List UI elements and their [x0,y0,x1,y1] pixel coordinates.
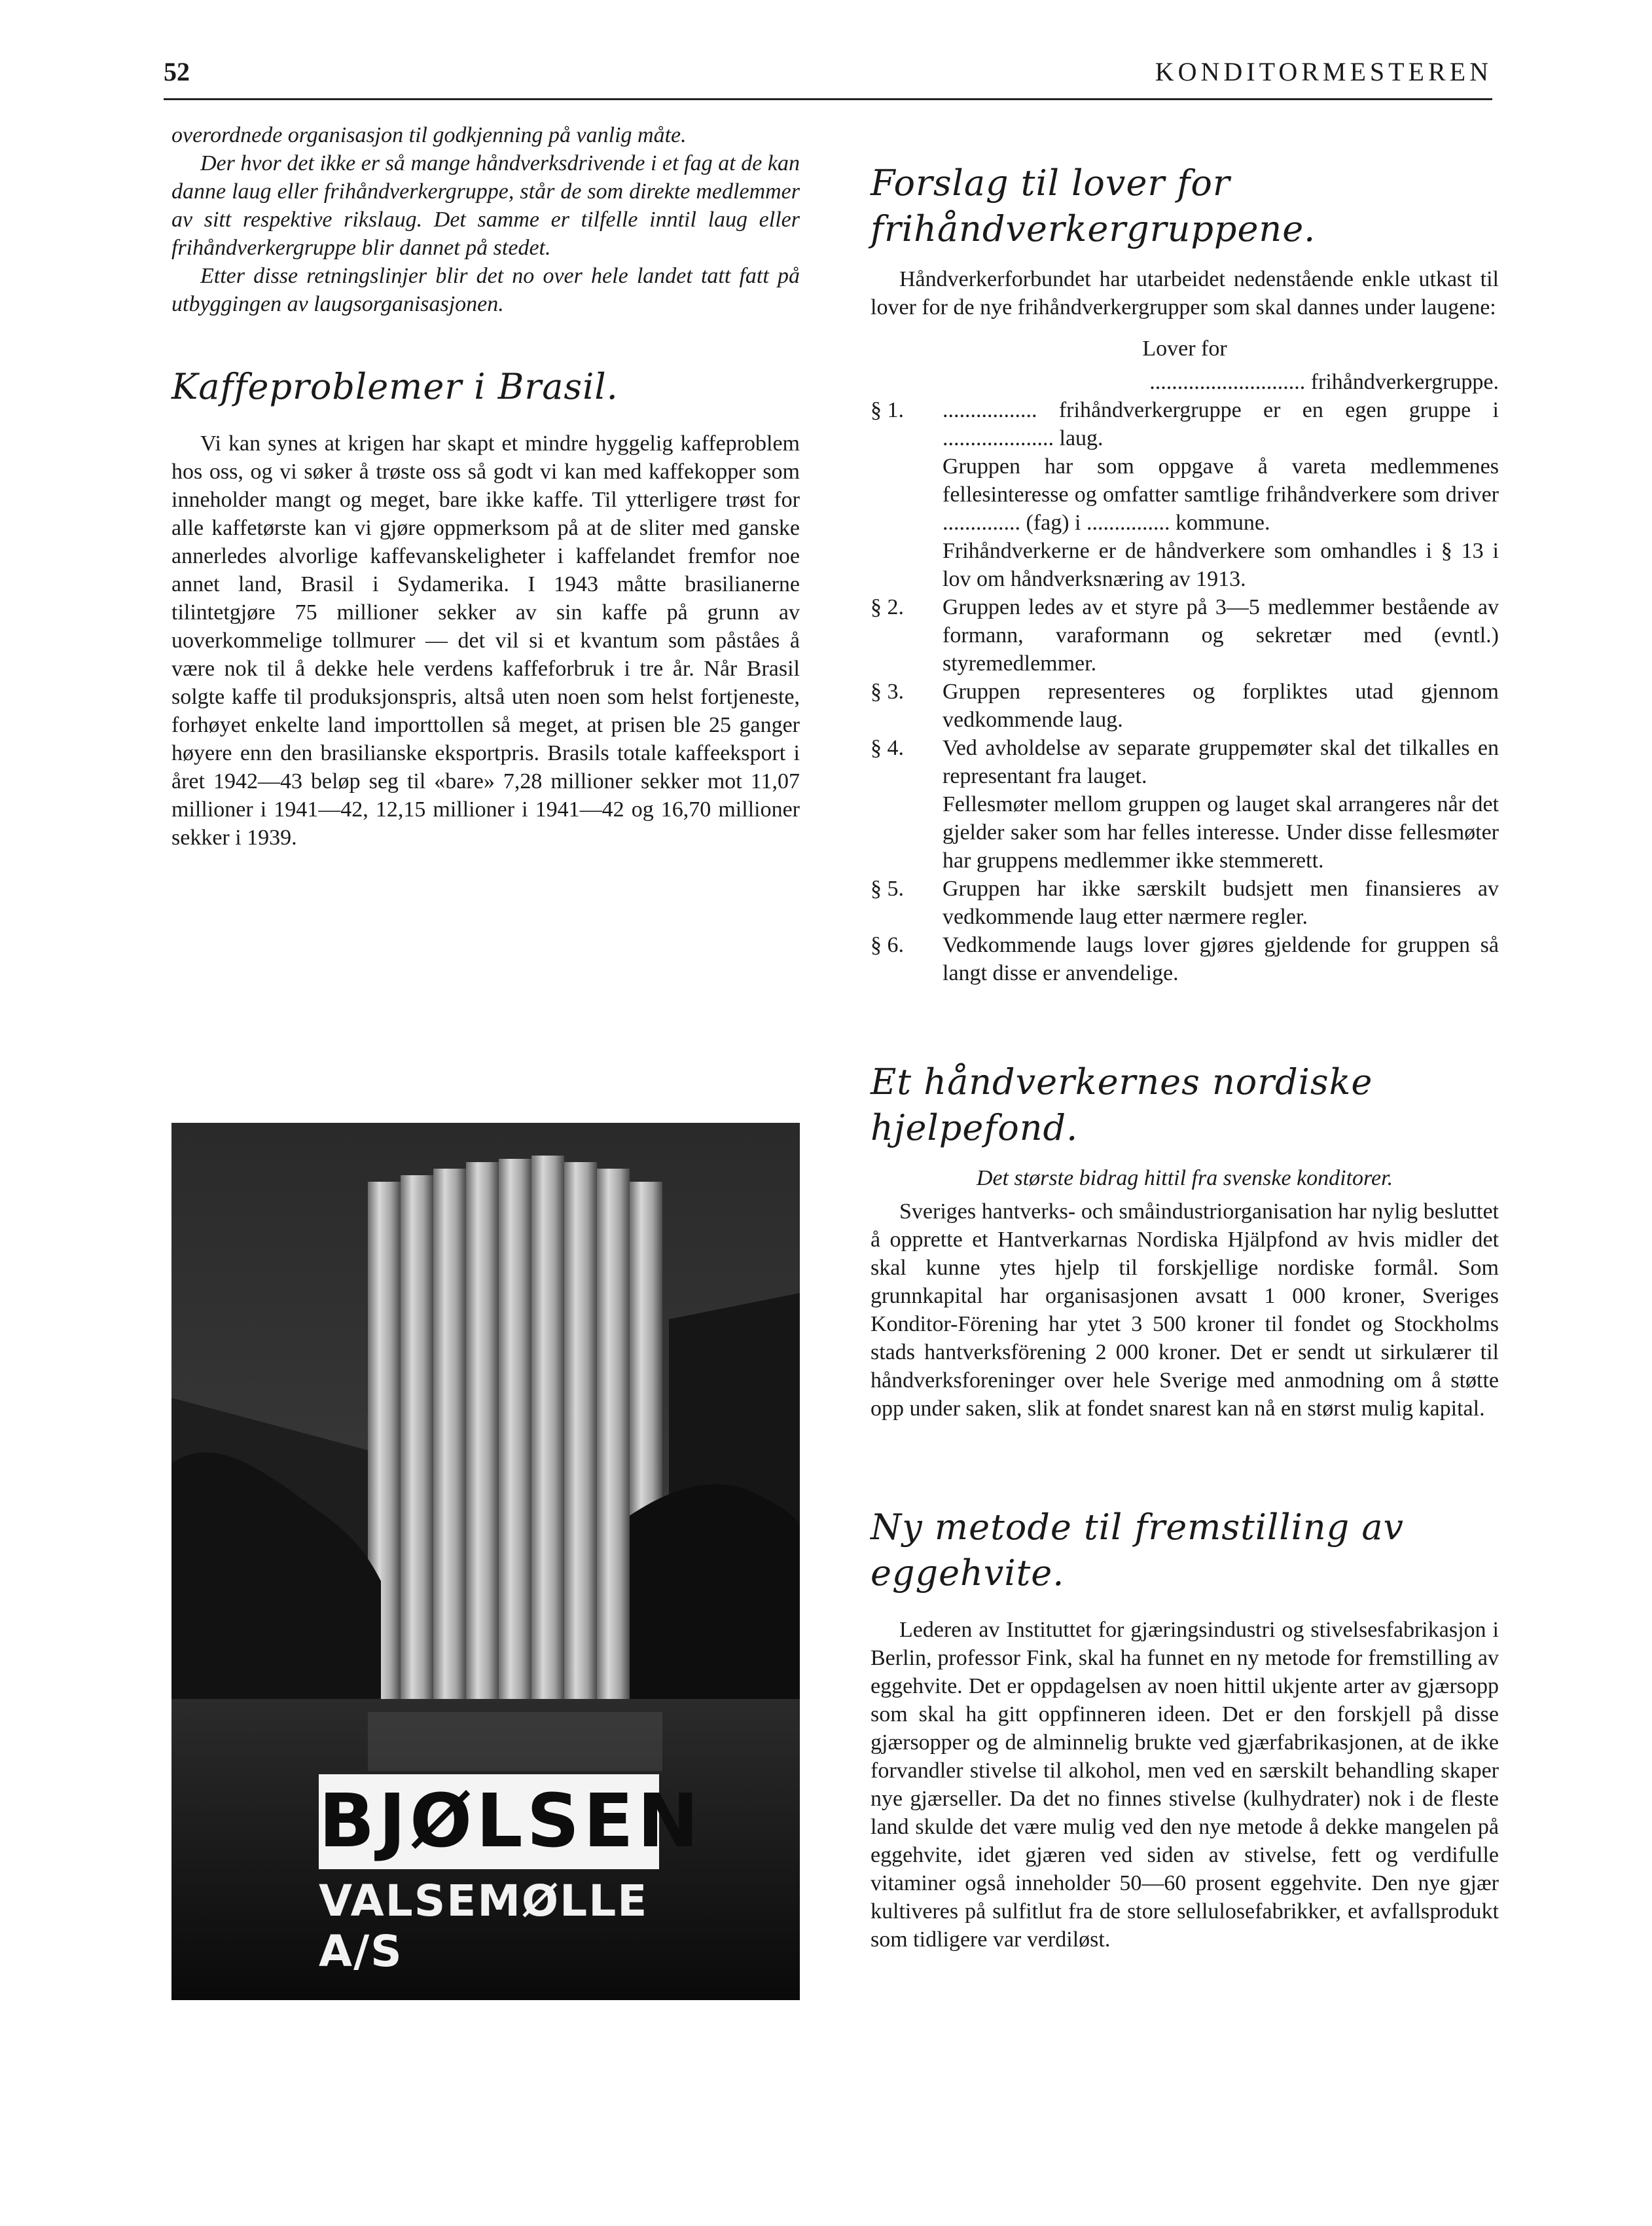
intro-paragraph: overordnede organisasjon til godkjenning på vanlig måte. [171,123,687,147]
brand-logo: BJØLSEN [319,1774,659,1869]
law-section [871,931,1499,987]
coffee-heading: Kaffeproblemer i Brasil. [171,366,619,407]
section-number: § 6. [871,933,904,957]
hjelpefond-subtitle: Det største bidrag hittil fra svenske konditorer. [976,1166,1393,1190]
page-header [164,52,1492,100]
hjelpefond-body: Sveriges hantverks- och småindustriorganisation har nylig besluttet å opprette et Hantverkarnas Nordiska Hjälpfond av hvis midler det skal kunne ytes hjelp til forskjellige nordiske formål. Som grunnkapital har organisasjonen avsatt 1 000 kroner, Sveriges Konditor-Förening har ytet 3 500 kroner til fondet og Stockholms stads hantverksförening 2 000 kroner. Det er sendt ut sirkulærer til håndverksforeninger over hele Sverige med anmodning om å støtte opp under saken, slik at fondet snarest kan nå en størst mulig kapital. [871,1199,1499,1421]
brand-subtitle: VALSEMØLLE A/S [319,1876,649,1977]
section-text: Gruppen ledes av et styre på 3—5 medlemmer bestående av formann, varaformann og sekretær med (evntl.) styremedlemmer. [943,595,1499,676]
section-text: Gruppen har ikke særskilt budsjett men finansieres av vedkommende laug etter nærmere regler. [943,877,1499,929]
law-section [871,734,1499,875]
law-section [871,678,1499,734]
intro-continuation [171,121,800,318]
law-section [871,396,1499,593]
intro-paragraph: Etter disse retningslinjer blir det no over hele landet tatt fatt på utbyggingen av laugsorganisasjonen. [171,264,800,316]
eggehvite-heading: Ny metode til fremstilling av eggehvite. [871,1506,1405,1594]
intro-paragraph: Der hvor det ikke er så mange håndverksdrivende i et fag at de kan danne laug eller frihåndverkergruppe, står de som direkte medlemmer av sitt respektive rikslaug. Det samme er tilfelle inntil laug eller frihåndverkergruppe blir dannet på stedet. [171,151,800,260]
section-text: Vedkommende laugs lover gjøres gjeldende for gruppen så langt disse er anvendelige. [943,933,1499,985]
section-number: § 5. [871,877,904,901]
section-text: Gruppen representeres og forpliktes utad gjennom vedkommende laug. [943,680,1499,732]
law-section [871,593,1499,678]
hjelpefond-heading: Et håndverkernes nordiske hjelpefond. [871,1061,1373,1148]
section-number: § 3. [871,680,904,704]
right-column [871,121,1499,1954]
section-number: § 2. [871,595,904,619]
page-number: 52 [164,57,190,86]
eggehvite-body: Lederen av Instituttet for gjæringsindustri og stivelsesfabrikasjon i Berlin, professor Fink, skal ha funnet en ny metode for fremstilling av eggehvite. Det er oppdagelsen av noen hittil ukjente arter av gjærsopp som skal ha gitt oppfinneren ideen. Det er den forskjell på disse gjærsopper og de alminnelig brukte ved gjærfabrikasjonen, at de ikke forvandler stivelse til alkohol, men ved en særskilt behandling skaper nye gjærseller. Da det no finnes stivelse (kulhydrater) nok i de fleste land skulde det være mulig ved den nye metode å dekke mangelen på eggehvite, idet gjæren ved siden av stivelse, fett og verdifulle vitaminer også inneholder 50—60 prosent eggehvite. Den nye gjær kultiveres på sulfitlut fra de store sellulosefabrikker, et avfallsprodukt som tidligere var verdiløst. [871,1618,1499,1952]
section-number: § 4. [871,736,904,760]
section-text: Ved avholdelse av separate gruppemøter skal det tilkalles en representant fra lauget. Fellesmøter mellom gruppen og lauget skal arrangeres når det gjelder saker som har felles interesse. Under disse fellesmøter har gruppens medlemmer ikke stemmerett. [943,736,1499,873]
lover-for-line: ............................ frihåndverkergruppe. [1149,370,1499,394]
law-section [871,875,1499,931]
section-number: § 1. [871,398,904,422]
bjolsen-advertisement [171,1123,800,2000]
lover-intro: Håndverkerforbundet har utarbeidet nedenstående enkle utkast til lover for de nye frihåndverkergrupper som skal dannes under laugene: [871,267,1499,319]
lover-heading: Forslag til lover for frihåndverkergruppene. [871,162,1316,249]
section-text: ................. frihåndverkergruppe er en egen gruppe i .................... laug. Gruppen har som oppgave å vareta medlemmenes fellesinteresse og omfatter samtlige frihåndverkere som driver .............. (fag) i ............... kommune. Frihåndverkerne er de håndverkere som omhandles i § 13 i lov om håndverksnæring av 1913. [943,398,1499,591]
running-head: KONDITORMESTEREN [1155,57,1492,86]
lover-for-heading: Lover for [1142,337,1227,361]
left-column [171,121,800,852]
coffee-body: Vi kan synes at krigen har skapt et mindre hyggelig kaffeproblem hos oss, og vi søker å trøste oss så godt vi kan med kaffekopper som inneholder mangt og meget, bare ikke kaffe. Til ytterligere trøst for alle kaffetørste kan vi gjøre oppmerksom på at de sliter med ganske annerledes alvorlige kaffevanskeligheter i kaffelandet fremfor noe annet land, Brasil i Sydamerika. I 1943 måtte brasilianerne tilintetgjøre 75 millioner sekker av sin kaffe på grunn av uoverkommelige tollmurer — det vil si et kvantum som påståes å være nok til å dekke hele verdens kaffeforbruk i tre år. Når Brasil solgte kaffe til produksjonspris, altså uten noen som helst fortjeneste, forhøyet enkelte land importtollen så meget, at prisen ble 25 ganger høyere enn den brasilianske eksportpris. Brasils totale kaffeeksport i året 1942—43 beløp seg til «bare» 7,28 millioner sekker mot 11,07 millioner i 1941—42, 12,15 millioner i 1941—42 og 16,70 millioner sekker i 1939. [171,431,800,850]
